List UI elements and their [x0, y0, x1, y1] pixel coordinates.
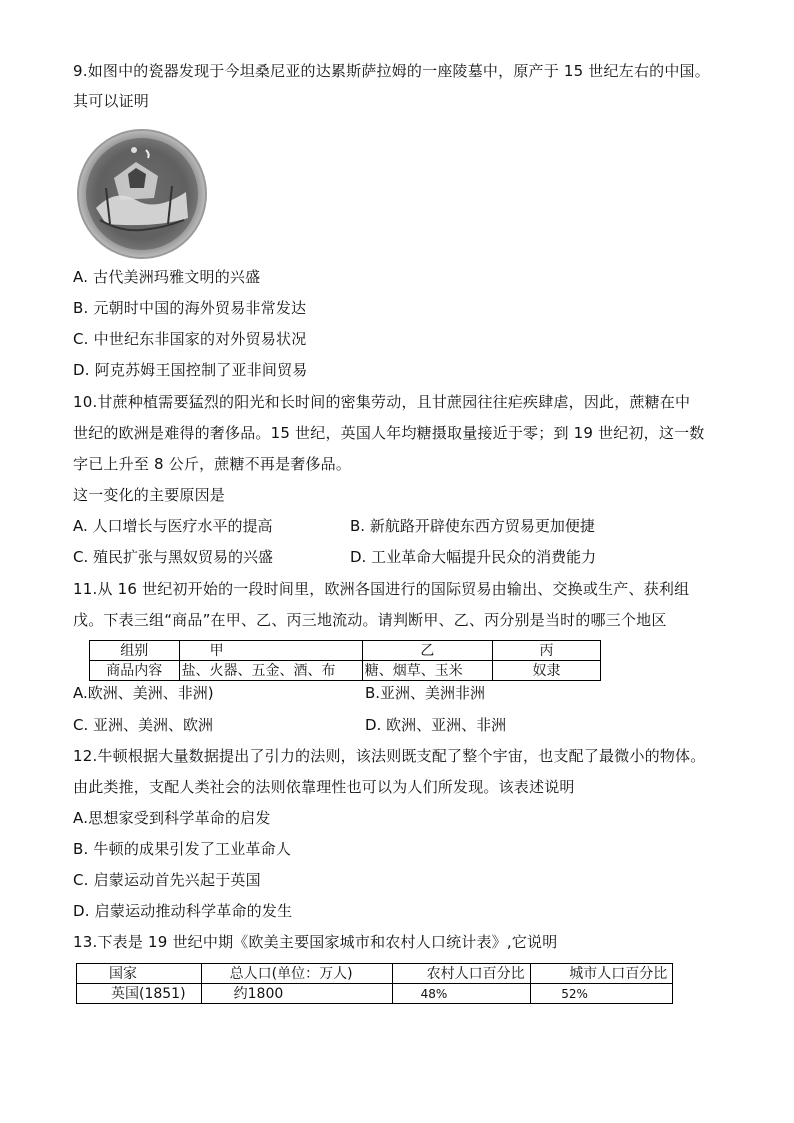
- q10-stem-line4: 这一变化的主要原因是: [73, 486, 226, 504]
- q10-option-a: A. 人口增长与医疗水平的提高: [73, 517, 273, 535]
- table-cell: 奴隶: [493, 661, 601, 681]
- q11-options-row1: [73, 682, 723, 704]
- q9-stem-line1: 9.如图中的瓷器发现于今坦桑尼亚的达累斯萨拉姆的一座陵墓中，原产于 15 世纪左右的中国。: [73, 62, 710, 80]
- table-cell: 约1800: [201, 984, 392, 1004]
- table-cell: 48%: [392, 984, 531, 1004]
- q9-option-c: C. 中世纪东非国家的对外贸易状况: [73, 330, 307, 348]
- q11-options-row2: [73, 714, 723, 736]
- table-header-row: [90, 641, 601, 661]
- q13-population-table: [76, 963, 673, 1004]
- q9-option-d: D. 阿克苏姆王国控制了亚非间贸易: [73, 361, 308, 379]
- table-cell: 总人口(单位：万人): [201, 964, 392, 984]
- table-cell: 国家: [77, 964, 202, 984]
- q9-stem-line2: 其可以证明: [73, 92, 150, 110]
- q9-option-a: A. 古代美洲玛雅文明的兴盛: [73, 268, 261, 286]
- q12-stem-line2: 由此类推，支配人类社会的法则依靠理性也可以为人们所发现。该表述说明: [73, 778, 575, 796]
- q13-stem-line1: 13.下表是 19 世纪中期《欧美主要国家城市和农村人口统计表》,它说明: [73, 933, 558, 951]
- table-cell: 英国(1851): [77, 984, 202, 1004]
- q10-stem-line2: 世纪的欧洲是难得的奢侈品。15 世纪，英国人年均糖摄取量接近于零；到 19 世纪初，这一数: [73, 424, 705, 442]
- q10-options-row1: [73, 515, 723, 537]
- q11-goods-table: [89, 640, 601, 681]
- q9-option-b: B. 元朝时中国的海外贸易非常发达: [73, 299, 307, 317]
- table-cell: 52%: [531, 984, 673, 1004]
- q11-option-d: D. 欧洲、亚洲、非洲: [365, 716, 507, 734]
- table-cell: 城市人口百分比: [531, 964, 673, 984]
- q12-option-b: B. 牛顿的成果引发了工业革命人: [73, 840, 292, 858]
- q11-stem-line2: 戊。下表三组“商品”在甲、乙、丙三地流动。请判断甲、乙、丙分别是当时的哪三个地区: [73, 611, 667, 629]
- q11-option-c: C. 亚洲、美洲、欧洲: [73, 716, 214, 734]
- q12-option-a: A.思想家受到科学革命的启发: [73, 809, 271, 827]
- q10-option-c: C. 殖民扩张与黑奴贸易的兴盛: [73, 548, 274, 566]
- table-cell: 农村人口百分比: [392, 964, 531, 984]
- table-row: [77, 984, 673, 1004]
- q10-options-row2: [73, 546, 723, 568]
- q12-option-d: D. 启蒙运动推动科学革命的发生: [73, 902, 293, 920]
- q11-option-a: A.欧洲、美洲、非洲): [73, 684, 214, 702]
- q12-stem-line1: 12.牛顿根据大量数据提出了引力的法则，该法则既支配了整个宇宙，也支配了最微小的物体。: [73, 747, 706, 765]
- table-cell: 组别: [90, 641, 180, 661]
- table-cell: 甲: [179, 641, 362, 661]
- q11-stem-line1: 11.从 16 世纪初开始的一段时间里，欧洲各国进行的国际贸易由输出、交换或生产、获利组: [73, 580, 690, 598]
- q10-option-d: D. 工业革命大幅提升民众的消费能力: [350, 548, 597, 566]
- q10-stem-line1: 10.甘蔗种植需要猛烈的阳光和长时间的密集劳动，且甘蔗园往往疟疾肆虐，因此，蔗糖在中: [73, 393, 691, 411]
- porcelain-plate-photo: [76, 128, 208, 260]
- q12-option-c: C. 启蒙运动首先兴起于英国: [73, 871, 261, 889]
- table-cell: 商品内容: [90, 661, 180, 681]
- table-cell: 糖、烟草、玉米: [362, 661, 492, 681]
- table-cell: 盐、火器、五金、酒、布: [179, 661, 362, 681]
- table-row: [90, 661, 601, 681]
- table-cell: 丙: [493, 641, 601, 661]
- table-cell: 乙: [362, 641, 492, 661]
- q10-stem-line3: 字已上升至 8 公斤，蔗糖不再是奢侈品。: [73, 455, 352, 473]
- q11-option-b: B.亚洲、美洲非洲: [365, 684, 486, 702]
- q10-option-b: B. 新航路开辟使东西方贸易更加便捷: [350, 517, 595, 535]
- table-header-row: [77, 964, 673, 984]
